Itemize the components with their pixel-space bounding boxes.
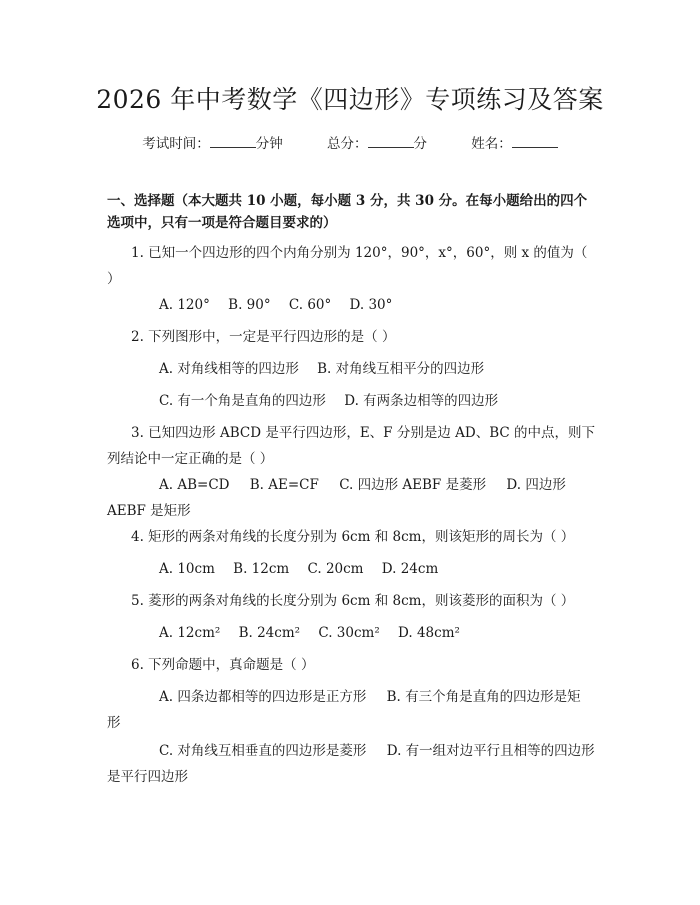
exam-time-blank[interactable] xyxy=(210,135,256,148)
option-c: C. 四边形 AEBF 是菱形 xyxy=(339,477,487,493)
exam-time-unit: 分钟 xyxy=(255,136,283,152)
question-6-options-row1 xyxy=(107,684,597,736)
option-a: A. 10cm xyxy=(159,561,215,577)
question-1-options xyxy=(107,292,597,318)
option-d: D. 30° xyxy=(349,297,393,313)
exam-info-line xyxy=(0,132,700,152)
option-a: A. 12cm² xyxy=(159,625,221,641)
option-c: C. 有一个角是直角的四边形 xyxy=(159,393,326,409)
total-score-field xyxy=(327,136,427,152)
question-5: 5. 菱形的两条对角线的长度分别为 6cm 和 8cm，则该菱形的面积为（ ） xyxy=(131,593,575,609)
option-b: B. 12cm xyxy=(233,561,290,577)
option-c: C. 60° xyxy=(288,297,332,313)
option-c: C. 对角线互相垂直的四边形是菱形 xyxy=(159,743,367,759)
option-b: B. 对角线互相平分的四边形 xyxy=(317,361,485,377)
question-6: 6. 下列命题中，真命题是（ ） xyxy=(131,657,315,673)
page-title: 2026 年中考数学《四边形》专项练习及答案 xyxy=(96,85,604,114)
option-d: D. 有两条边相等的四边形 xyxy=(344,393,499,409)
question-3-options xyxy=(107,472,597,524)
option-a: A. 对角线相等的四边形 xyxy=(159,361,299,377)
option-d: D. 四边形 AEBF 是矩形 xyxy=(107,477,566,519)
option-b: B. 24cm² xyxy=(238,625,301,641)
option-d: D. 有一组对边平行且相等的四边形是平行四边形 xyxy=(107,743,595,785)
option-a: A. 四条边都相等的四边形是正方形 xyxy=(159,689,367,705)
question-1: 1. 已知一个四边形的四个内角分别为 120°，90°，x°，60°，则 x 的值为（ ） xyxy=(107,245,588,287)
exam-time-field xyxy=(142,136,283,152)
option-d: D. 24cm xyxy=(381,561,439,577)
option-a: A. 120° xyxy=(159,297,210,313)
option-a: A. AB=CD xyxy=(159,477,230,493)
total-score-blank[interactable] xyxy=(368,135,414,148)
total-score-unit: 分 xyxy=(413,136,427,152)
option-c: C. 20cm xyxy=(307,561,364,577)
question-2-options-row2 xyxy=(107,388,597,414)
exam-time-label: 考试时间： xyxy=(142,136,210,152)
option-b: B. 有三个角是直角的四边形是矩形 xyxy=(107,689,581,731)
option-c: C. 30cm² xyxy=(318,625,380,641)
question-3: 3. 已知四边形 ABCD 是平行四边形，E、F 分别是边 AD、BC 的中点，则下列结论中一定正确的是（ ） xyxy=(107,425,595,467)
question-5-options xyxy=(107,620,597,646)
option-b: B. AE=CF xyxy=(249,477,319,493)
name-blank[interactable] xyxy=(512,135,558,148)
question-4-options xyxy=(107,556,597,582)
question-2-options-row1 xyxy=(107,356,597,382)
question-6-options-row2 xyxy=(107,738,597,790)
option-d: D. 48cm² xyxy=(398,625,460,641)
total-score-label: 总分： xyxy=(327,136,368,152)
section-heading: 一、选择题（本大题共 10 小题，每小题 3 分，共 30 分。在每小题给出的四个选项中，只有一项是符合题目要求的） xyxy=(107,193,588,231)
question-2: 2. 下列图形中，一定是平行四边形的是（ ） xyxy=(131,329,396,345)
question-4: 4. 矩形的两条对角线的长度分别为 6cm 和 8cm，则该矩形的周长为（ ） xyxy=(131,529,575,545)
option-b: B. 90° xyxy=(228,297,271,313)
name-field xyxy=(471,136,558,152)
name-label: 姓名： xyxy=(471,136,512,152)
